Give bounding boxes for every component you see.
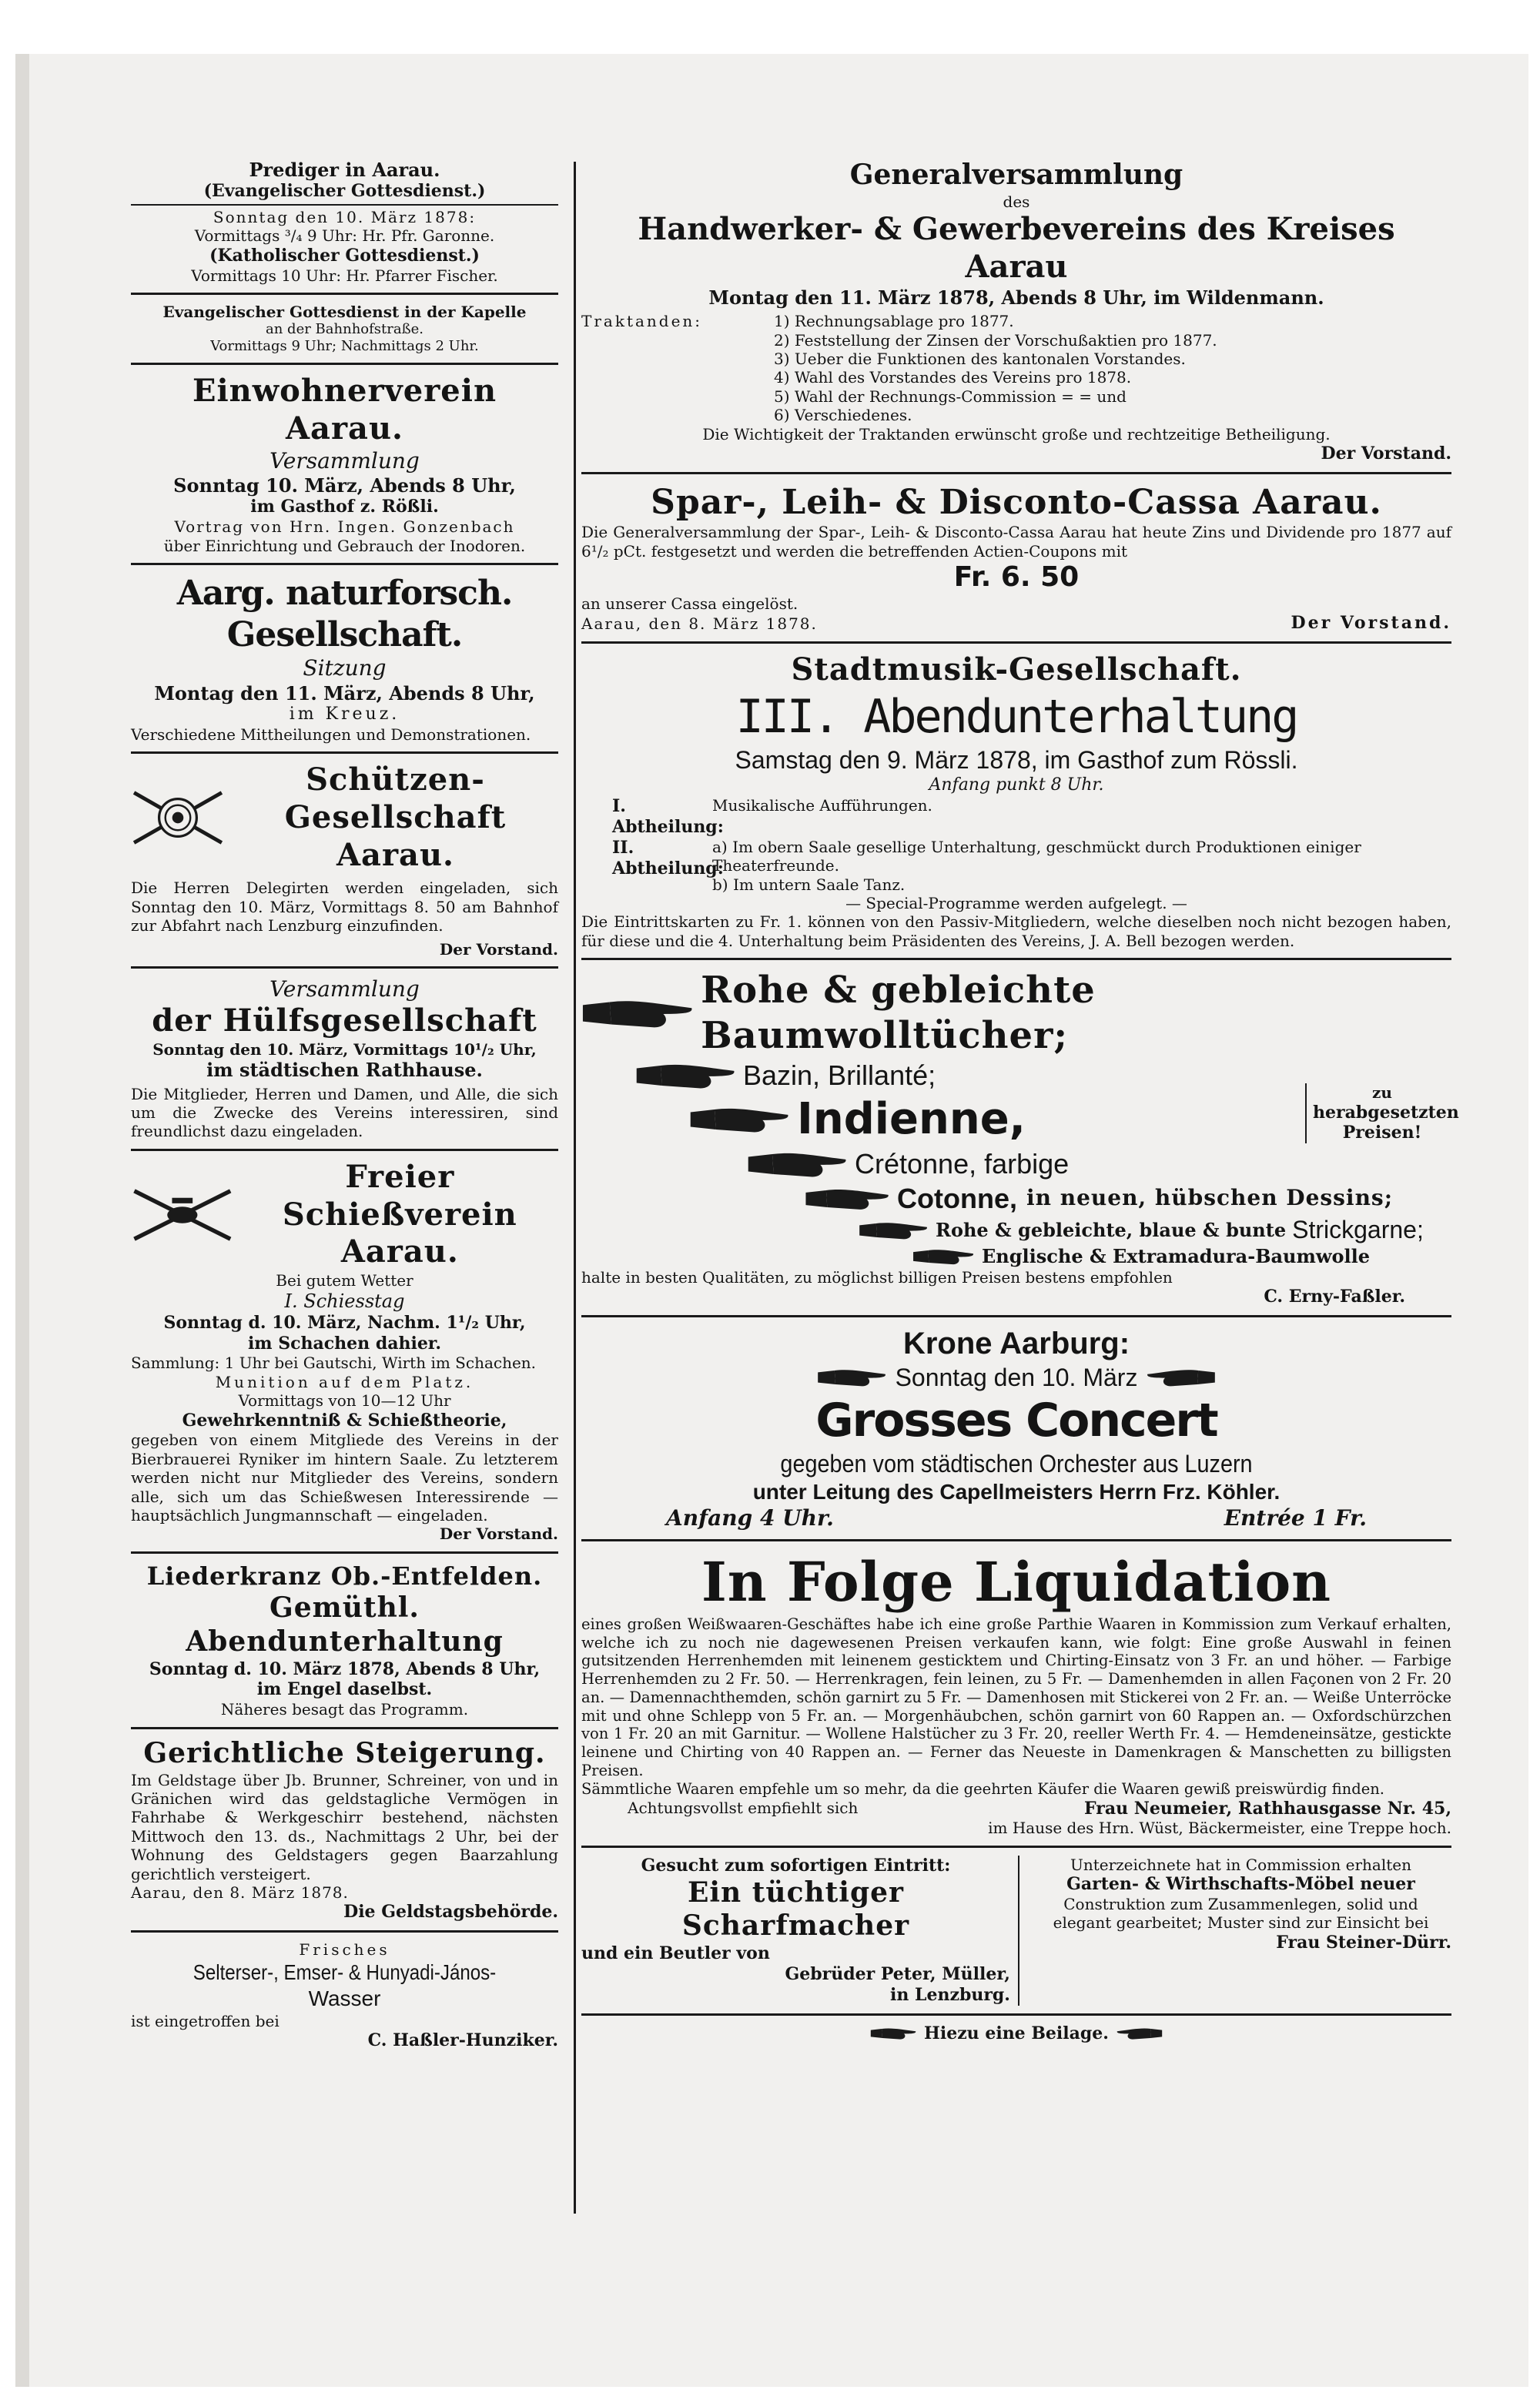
pointing-hand-right-icon: [870, 2024, 916, 2043]
left-column: [131, 154, 558, 2051]
stadtmusik-event: III. Abendunterhaltung: [735, 690, 1297, 745]
huelfs-text: Die Mitglieder, Herren und Damen, und Alle, die sich um die Zwecke des Vereins interessiren, sind freundlichst dazu eingeladen.: [131, 1084, 558, 1141]
kapelle-notice: [131, 303, 558, 355]
divider: [131, 966, 558, 969]
liederkranz-ad: [131, 1561, 558, 1719]
baumwoll-ad: [581, 968, 1459, 1307]
krone-by: gegeben vom städtischen Orchester aus Luzern: [780, 1449, 1253, 1478]
prediger-date: Sonntag den 10. März 1878:: [213, 208, 477, 227]
baumwoll-line6b: Strickgarne;: [1292, 1216, 1424, 1244]
stadtmusik-program: — Special-Programme werden aufgelegt. —: [845, 893, 1187, 912]
wasser-line2: Wasser: [308, 1986, 381, 2010]
pointing-hand-icon: [912, 1246, 974, 1267]
gv-trakt-item: 5) Wahl der Rechnungs-Commission = = und: [774, 387, 1127, 406]
divider: [131, 563, 558, 565]
divider: [131, 204, 558, 206]
abt1-label: I. Abtheilung:: [612, 796, 724, 837]
abt2a-text: a) Im obern Saale gesellige Unterhaltung, geschmückt durch Produktionen einiger Theaterfreunde.: [712, 837, 1361, 875]
baumwoll-line5a: Cotonne,: [897, 1182, 1017, 1214]
cassa-text: Die Generalversammlung der Spar-, Leih- & Disconto-Cassa Aarau hat heute Zins und Dividende pro 1877 auf 6¹/₂ pCt. festgesetzt und werden die betreffenden Actien-Coupons mit: [581, 523, 1451, 561]
column-divider: [574, 162, 576, 2214]
huelfs-place: im städtischen Rathhause.: [206, 1059, 483, 1082]
schuetzen-sign: Der Vorstand.: [439, 939, 558, 959]
gv-trakt-item: 2) Feststellung der Zinsen der Vorschußaktien pro 1877.: [774, 330, 1217, 350]
pointing-hand-icon: [689, 1102, 789, 1137]
einwohnerverein-place: im Gasthof z. Rößli.: [250, 497, 439, 517]
kapelle-time: Vormittags 9 Uhr; Nachmittags 2 Uhr.: [210, 338, 479, 355]
schiessverein-sammlung: Sammlung: 1 Uhr bei Gautschi, Wirth im Schachen.: [131, 1354, 537, 1373]
krone-entry: Entrée 1 Fr.: [1224, 1505, 1367, 1531]
cassa-date: Aarau, den 8. März 1878.: [581, 614, 818, 633]
stadtmusik-ad: [581, 651, 1451, 950]
schuetzen-title2: Aarau.: [336, 836, 454, 873]
baumwoll-price2: herabgesetzten: [1313, 1102, 1459, 1123]
cassa-paid: an unserer Cassa eingelöst.: [581, 594, 798, 614]
naturforsch-place: im Kreuz.: [289, 704, 400, 724]
einwohnerverein-ad: [131, 373, 558, 555]
gv-org: Handwerker- & Gewerbevereins des Kreises Aarau: [638, 211, 1395, 286]
baumwoll-price3: Preisen!: [1342, 1123, 1422, 1143]
generalversammlung-ad: [581, 159, 1451, 464]
page-edge: [15, 54, 29, 2387]
divider: [131, 1727, 558, 1729]
beilage-line: [581, 2023, 1451, 2043]
target-rifles-icon: [131, 779, 225, 856]
schuetzen-title1: Schützen-Gesellschaft: [284, 761, 507, 835]
divider: [581, 2013, 1451, 2016]
baumwoll-line3: Indienne,: [797, 1094, 1026, 1145]
cassa-ad: [581, 482, 1451, 634]
schiessverein-date: Sonntag d. 10. März, Nachm. 1¹/₂ Uhr,: [163, 1312, 526, 1333]
prediger-evang: (Evangelischer Gottesdienst.): [203, 181, 486, 202]
cassa-amount: Fr. 6. 50: [953, 561, 1080, 594]
divider: [131, 1149, 558, 1151]
schiessverein-ad: [131, 1159, 558, 1544]
liederkranz-title: Liederkranz Ob.-Entfelden.: [146, 1561, 543, 1591]
divider: [581, 1315, 1451, 1317]
gesucht-title: Ein tüchtiger Scharfmacher: [681, 1876, 910, 1943]
wasser-line1: Selterser-, Emser- & Hunyadi-János-: [192, 1960, 497, 1984]
naturforsch-date: Montag den 11. März, Abends 8 Uhr,: [154, 681, 535, 705]
krone-title: Krone Aarburg:: [902, 1326, 1130, 1360]
liederkranz-info: Näheres besagt das Programm.: [220, 1700, 469, 1719]
einwohnerverein-talk2: über Einrichtung und Gebrauch der Inodoren.: [163, 536, 526, 555]
moebel-sign: Frau Steiner-Dürr.: [1276, 1932, 1451, 1953]
crossed-rifles-icon: [131, 1180, 234, 1250]
divider: [131, 751, 558, 754]
gv-trakt-item: 4) Wahl des Vorstandes des Vereins pro 1878.: [774, 368, 1132, 387]
abt1-text: Musikalische Aufführungen.: [712, 796, 932, 815]
divider: [131, 363, 558, 365]
stadtmusik-title: Stadtmusik-Gesellschaft.: [791, 651, 1242, 688]
schiessverein-morning: Vormittags von 10—12 Uhr: [238, 1391, 451, 1411]
liquidation-ad: [581, 1549, 1451, 1837]
naturforsch-title: Aarg. naturforsch. Gesellschaft.: [176, 574, 513, 654]
cassa-title: Spar-, Leih- & Disconto-Cassa Aarau.: [651, 482, 1382, 522]
cassa-sign: Der Vorstand.: [1291, 613, 1451, 634]
huelfs-ad: [131, 976, 558, 1141]
divider: [131, 293, 558, 295]
divider: [581, 1539, 1451, 1541]
prediger-evang-time: Vormittags ³/₄ 9 Uhr: Hr. Pfr. Garonne.: [194, 226, 495, 246]
schuetzen-text: Die Herren Delegirten werden eingeladen, sich Sonntag den 10. März, Vormittags 8. 50 am Bahnhof zur Abfahrt nach Lenzburg einzufinden.: [131, 879, 558, 935]
abt2-label: II. Abtheilung:: [612, 837, 724, 879]
gv-note: Die Wichtigkeit der Traktanden erwünscht große und rechtzeitige Betheiligung.: [702, 424, 1331, 443]
gv-trakt-list: [774, 312, 1217, 424]
moebel-text1: Unterzeichnete hat in Commission erhalten: [1070, 1855, 1411, 1874]
naturforsch-text: Verschiedene Mittheilungen und Demonstrationen.: [131, 725, 531, 744]
wasser-text: ist eingetroffen bei: [131, 2011, 280, 2030]
baumwoll-sign: C. Erny-Faßler.: [1264, 1287, 1405, 1307]
schiessverein-heading: I. Schiesstag: [284, 1290, 405, 1312]
divider: [581, 1846, 1451, 1848]
baumwoll-line2: Bazin, Brillanté;: [743, 1059, 936, 1092]
schiessverein-munition: Munition auf dem Platz.: [215, 1372, 474, 1391]
divider: [131, 1551, 558, 1554]
abt2b-text: b) Im untern Saale Tanz.: [712, 875, 906, 894]
gv-title: Generalversammlung: [849, 159, 1183, 191]
baumwoll-line5b: in neuen, hübschen Dessins;: [1026, 1185, 1394, 1211]
pointing-hand-left-icon: [1147, 1365, 1216, 1390]
prediger-kath-time: Vormittags 10 Uhr: Hr. Pfarrer Fischer.: [191, 266, 498, 285]
bottom-ads: [581, 1856, 1451, 2006]
pointing-hand-icon: [859, 1218, 928, 1243]
divider: [581, 958, 1451, 960]
schiessverein-title2: Aarau.: [340, 1233, 459, 1270]
krone-start: Anfang 4 Uhr.: [666, 1505, 834, 1531]
moebel-text3: Construktion zum Zusammenlegen, solid und: [1063, 1894, 1418, 1913]
schiessverein-sign: Der Vorstand.: [439, 1524, 558, 1544]
schiessverein-title1: Freier Schießverein: [282, 1158, 517, 1233]
schiessverein-place: im Schachen dahier.: [247, 1333, 442, 1354]
kapelle-place: an der Bahnhofstraße.: [266, 321, 424, 338]
stadtmusik-start: Anfang punkt 8 Uhr.: [929, 775, 1104, 795]
wasser-head: Frisches: [299, 1940, 390, 1960]
prediger-kath: (Katholischer Gottesdienst.): [209, 245, 480, 266]
pointing-hand-right-icon: [817, 1365, 886, 1390]
moebel-text2: Garten- & Wirthschafts-Möbel neuer: [1066, 1874, 1415, 1895]
baumwoll-price-box: [1305, 1083, 1459, 1143]
liederkranz-event: Gemüthl. Abendunterhaltung: [186, 1591, 504, 1658]
liquidation-text2: Sämmtliche Waaren empfehle um so mehr, da die geehrten Käufer die Waaren gewiß preiswürdig finden.: [581, 1779, 1385, 1798]
steigerung-date: Aarau, den 8. März 1878.: [131, 1883, 349, 1902]
gv-sign: Der Vorstand.: [1321, 443, 1451, 464]
moebel-ad: [1019, 1856, 1451, 2006]
schiessverein-theory: Gewehrkenntniß & Schießtheorie,: [182, 1410, 507, 1431]
steigerung-text: Im Geldstage über Jb. Brunner, Schreiner, von und in Gränichen wird das geldstagliche Vermögen in Fahrhabe & Werkgeschirr bestehend, nächsten Mittwoch den 13. ds., Nachmittags 2 Uhr, bei der Wohnung des Geldstagers gegen Baarzahlung gerichtlich versteigert.: [131, 1770, 558, 1883]
schuetzen-ad: [131, 761, 558, 959]
wasser-ad: [131, 1940, 558, 2051]
kapelle-title: Evangelischer Gottesdienst in der Kapelle: [162, 303, 527, 322]
beilage-text: Hiezu eine Beilage.: [924, 2023, 1109, 2043]
gesucht-place: in Lenzburg.: [889, 1985, 1010, 2006]
divider: [581, 641, 1451, 644]
huelfs-date: Sonntag den 10. März, Vormittags 10¹/₂ Uhr,: [152, 1039, 537, 1059]
gesucht-text: und ein Beutler von: [581, 1943, 770, 1964]
gv-des: des: [1003, 192, 1030, 211]
pointing-hand-icon: [581, 994, 693, 1032]
naturforsch-ad: [131, 573, 558, 744]
pointing-hand-icon: [635, 1058, 735, 1093]
stadtmusik-text: Die Eintrittskarten zu Fr. 1. können von den Passiv-Mitgliedern, welche dieselben noch nicht bezogen haben, für diese und die 4. Unterhaltung beim Präsidenten des Vereins, J. A. Bell bezogen werden.: [581, 912, 1451, 950]
krone-date: Sonntag den 10. März: [895, 1363, 1138, 1391]
pointing-hand-icon: [805, 1183, 889, 1214]
steigerung-sign: Die Geldstagsbehörde.: [343, 1902, 558, 1923]
right-column: [581, 154, 1459, 2043]
baumwoll-line6a: Rohe & gebleichte, blaue & bunte: [936, 1219, 1287, 1242]
stadtmusik-date: Samstag den 9. März 1878, im Gasthof zum Rössli.: [735, 746, 1298, 775]
baumwoll-line1: Rohe & gebleichte Baumwolltücher;: [701, 969, 1096, 1057]
gv-trakt-item: 6) Verschiedenes.: [774, 406, 912, 425]
krone-lead: unter Leitung des Capellmeisters Herrn Frz. Köhler.: [752, 1480, 1281, 1504]
einwohnerverein-date: Sonntag 10. März, Abends 8 Uhr,: [173, 474, 516, 497]
steigerung-title: Gerichtliche Steigerung.: [143, 1736, 546, 1769]
einwohnerverein-heading: Versammlung: [270, 447, 420, 474]
gv-trakt-label: Traktanden:: [581, 312, 703, 331]
schiessverein-text: gegeben von einem Mitgliede des Vereins in der Bierbrauerei Ryniker im hintern Saale. Zu letzterem werden nicht nur Mitglieder des Vereins, sondern alle, sich um das Schießwesen Interessirende — hauptsächlich Jungmannschaft — eingeladen.: [131, 1431, 558, 1524]
baumwoll-price1: zu: [1372, 1083, 1392, 1103]
divider: [131, 1930, 558, 1933]
steigerung-ad: [131, 1737, 558, 1923]
gesucht-from: Gebrüder Peter, Müller,: [785, 1964, 1010, 1985]
liquidation-text: eines großen Weißwaaren-Geschäftes habe ich eine große Parthie Waaren in Kommission zum Verkauf erhalten, welche ich zu noch nie dagewesenen Preisen verkaufen kann, wie folgt: Eine große Auswahl in feinen gutsitzenden Herrenhemden mit leinenem gesticktem und Chirting-Einsatz von 3 Fr. an und höher. — Farbige Herrenhemden zu 2 Fr. 50. — Herrenkragen, fein leinen, zu 5 Fr. — Damenhemden in allen Façonen von 2 Fr. 20 an. — Damennachthemden, schön garnirt zu 5 Fr. — Damenhosen mit Stickerei von 2 Fr. an. — Weiße Unterröcke mit und ohne Schlepp von 5 Fr. an. — Morgenhäubchen, schön garnirt von 60 Rappen an. — Oxfordschürzchen von 1 Fr. 20 an mit Garnitur. — Wollene Halstücher zu 3 Fr. 20, reeller Werth Fr. 4. — Hemdeneinsätze, gestickte leinene und Chirting von 40 Rappen an. — Ferner das Neueste in Damenkragen & Manschetten zu billigsten Preisen.: [581, 1615, 1451, 1779]
pointing-hand-left-icon: [1116, 2024, 1163, 2043]
baumwoll-line4: Crétonne, farbige: [855, 1147, 1070, 1180]
gv-trakt-item: 1) Rechnungsablage pro 1877.: [774, 312, 1014, 331]
gv-trakt-item: 3) Ueber die Funktionen des kantonalen Vorstandes.: [774, 349, 1186, 368]
huelfs-heading: Versammlung: [270, 976, 420, 1002]
gv-date: Montag den 11. März 1878, Abends 8 Uhr, im Wildenmann.: [708, 286, 1324, 309]
divider: [581, 472, 1451, 474]
prediger-notice: [131, 159, 558, 285]
liquidation-address: im Hause des Hrn. Wüst, Bäckermeister, eine Treppe hoch.: [988, 1819, 1451, 1838]
liquidation-title: In Folge Liquidation: [701, 1550, 1332, 1615]
gv-traktanden: [581, 312, 1451, 424]
krone-ad: [581, 1325, 1451, 1531]
moebel-text4: elegant gearbeitet; Muster sind zur Einsicht bei: [1053, 1913, 1429, 1933]
wasser-sign: C. Haßler-Hunziker.: [367, 2030, 558, 2051]
gesucht-head: Gesucht zum sofortigen Eintritt:: [641, 1855, 951, 1876]
baumwoll-text: halte in besten Qualitäten, zu möglichst billigen Preisen bestens empfohlen: [581, 1267, 1173, 1287]
liquidation-closing: Achtungsvollst empfiehlt sich: [628, 1798, 859, 1817]
krone-concert: Grosses Concert: [815, 1393, 1217, 1447]
schiessverein-weather: Bei gutem Wetter: [276, 1271, 413, 1290]
prediger-title: Prediger in Aarau.: [249, 159, 440, 181]
pointing-hand-icon: [747, 1146, 847, 1182]
naturforsch-heading: Sitzung: [303, 655, 387, 681]
gesucht-ad: [581, 1856, 1019, 2006]
einwohnerverein-talk1: Vortrag von Hrn. Ingen. Gonzenbach: [174, 517, 515, 537]
einwohnerverein-title: Einwohnerverein Aarau.: [192, 373, 497, 447]
liederkranz-date: Sonntag d. 10. März 1878, Abends 8 Uhr,: [149, 1658, 541, 1679]
liquidation-name: Frau Neumeier, Rathhausgasse Nr. 45,: [1084, 1798, 1451, 1819]
huelfs-title: der Hülfsgesellschaft: [152, 1002, 537, 1039]
baumwoll-line7: Englische & Extramadura-Baumwolle: [982, 1245, 1371, 1268]
liederkranz-place: im Engel daselbst.: [256, 1679, 433, 1700]
